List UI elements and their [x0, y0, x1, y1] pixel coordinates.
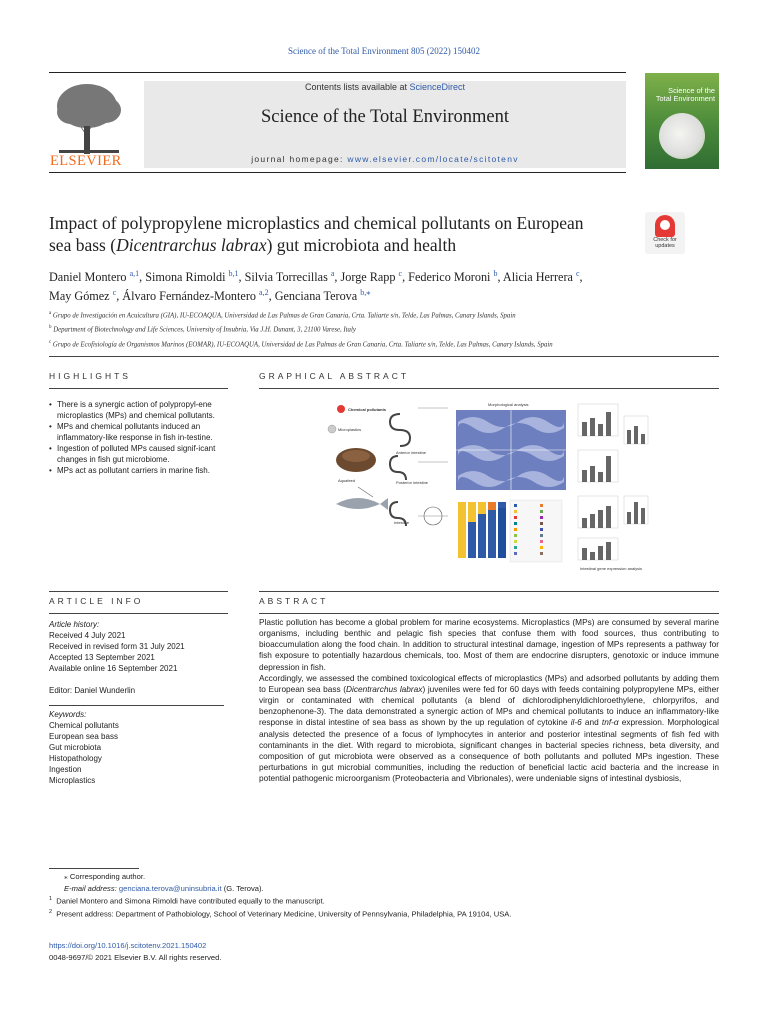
posterior-intestine-icon — [390, 456, 406, 480]
highlights-list — [49, 399, 224, 476]
history-online: Available online 16 September 2021 — [49, 664, 178, 673]
anterior-intestine-label: Anterior intestine — [396, 450, 427, 455]
copyright-line: 0048-9697/© 2021 Elsevier B.V. All rights reserved. — [49, 953, 222, 962]
affiliation-item — [49, 322, 709, 336]
gene-expression-charts — [578, 404, 648, 560]
footnote-1-marker: 1 — [49, 896, 53, 902]
keyword-item: Chemical pollutants — [49, 721, 119, 730]
history-revised: Received in revised form 31 July 2021 — [49, 642, 185, 651]
keywords-label: Keywords: — [49, 710, 87, 719]
abstract-body — [259, 617, 719, 784]
abstract-top-rule — [259, 591, 719, 592]
highlight-item: • Ingestion of polluted MPs caused signif-icant changes in fish gut microbiome. — [49, 443, 224, 465]
author-name[interactable]: Alicia Herrera — [502, 270, 576, 285]
author-name[interactable]: Daniel Montero — [49, 270, 130, 285]
abstract-text: Accordingly, we assessed the combined toxicological effects of microplastics (MPs) and adsorbed pollutants by adding them to European sea bass ( — [259, 672, 719, 694]
journal-cover[interactable] — [645, 73, 719, 169]
chemical-pollutant-icon — [337, 405, 345, 413]
abstract-paragraph-1: Plastic pollution has become a global problem for marine ecosystems. Microplastics (MPs) are consumed by several marine organisms, including benthic and pelagic fish species that confuse them with food sources, thus contributing to bioaccumulation along the food chain. In addition to structural intestinal damage, ingestion of MPs represents a pathway for fish exposure to potentially hazardous chemicals, too. Most of them are endocrine disrupters, genotoxic or induce immune depression in fish. — [259, 617, 719, 672]
crossmark-icon — [655, 215, 675, 237]
highlights-heading: HIGHLIGHTS — [49, 371, 131, 381]
elsevier-wordmark: ELSEVIER — [50, 153, 122, 169]
seabass-icon — [336, 498, 388, 510]
abstract-rule — [259, 613, 719, 614]
article-title — [49, 212, 609, 256]
history-received: Received 4 July 2021 — [49, 631, 126, 640]
email-link[interactable]: genciana.terova@uninsubria.it — [118, 883, 222, 893]
author-list: Daniel Montero $^{a,1}$, Simona Rimoldi $^{b,1}$, Silvia Torrecillas $^a$, Jorge Rapp $^c$, Federico Moroni $^b$, Alicia Herrera $^c$, May Gómez $^c$, Álvaro Fernández-Montero $^{a,2}$, Genciana Terova $^{b,⁎}$ — [49, 269, 583, 304]
footnote-2-text: Present address: Department of Pathobiology, School of Veterinary Medicine, University of Pennsylvania, Philadelphia, PA 19104, USA. — [56, 909, 512, 919]
email-line — [49, 883, 689, 895]
author-name[interactable]: Jorge Rapp — [340, 270, 399, 285]
abstract-species: Dicentrarchus labrax — [346, 683, 423, 694]
title-part2: ) gut microbiota and health — [266, 235, 457, 255]
abstract-gene-tnf: tnf-α — [601, 717, 619, 728]
keyword-item: Gut microbiota — [49, 743, 102, 752]
author-affiliation-marker: a,1 — [129, 269, 140, 278]
cover-title: Science of the Total Environment — [655, 86, 715, 103]
microplastics-icon — [328, 425, 336, 433]
abstract-heading: ABSTRACT — [259, 596, 329, 606]
affiliation-text: Grupo de Investigación en Acuicultura (GIA), IU-ECOAQUA, Universidad de Las Palmas de Gran Canaria, Crta. Taliarte s/n, Telde, Las Palmas, Canary Islands, Spain — [51, 312, 516, 320]
highlight-item: • There is a synergic action of polypropyl-ene microplastics (MPs) and chemical pollutants. — [49, 399, 224, 421]
abstract-gene-il6: il-6 — [570, 717, 582, 728]
graphical-abstract-rule — [259, 388, 719, 389]
email-suffix: (G. Terova). — [221, 883, 264, 893]
author-name[interactable]: Genciana Terova — [274, 289, 361, 304]
article-info-rule — [49, 613, 228, 614]
keyword-item: European sea bass — [49, 732, 118, 741]
cover-art — [659, 113, 705, 159]
abstract-text: expression. Morphological analysis detected the presence of a focus of lymphocytes in anterior and posterior intestinal segments of fish fed with contaminants in the diet. With regard to microbiota, significant changes in bacterial species richness, beta diversity, and composition of gut microbiota were observed as a consequence of both pollutants and polluted MPs ingestion. These perturbations in gut microbial communities, including the reduction of beneficial lactic acid bacteria and the increase in potential pathogenic microorganism (Proteobacteria and Vibrionales), were undeniable signs of intestinal dysbiosis, — [259, 717, 719, 784]
author-name[interactable]: Federico Moroni — [408, 270, 494, 285]
affiliation-marker: a — [49, 311, 52, 316]
keyword-item: Histopathology — [49, 754, 102, 763]
homepage-prefix: journal homepage: — [251, 154, 348, 164]
highlight-item: • MPs and chemical pollutants induced an inflammatory-like response in fish in-testine. — [49, 421, 224, 443]
title-part1: Impact of polypropylene microplastics and chemical pollutants on European sea bass ( — [49, 213, 584, 255]
intestine-label: Intestine — [394, 520, 410, 525]
contents-available-line — [144, 82, 626, 92]
journal-homepage — [144, 154, 626, 164]
journal-title: Science of the Total Environment — [260, 107, 510, 127]
affiliation-text: Grupo de Ecofisiología de Organismos Marinos (EOMAR), IU-ECOAQUA, Universidad de Las Palmas de Gran Canaria, Crta. Taliarte s/n, Telde, Las Palmas, Canary Islands, Spain — [51, 340, 553, 348]
author-affiliation-marker: c — [398, 269, 403, 278]
gene-expression-label: Intestinal gene expression analysis — [580, 566, 643, 571]
footnote-2 — [49, 907, 689, 920]
section-divider — [49, 356, 719, 357]
microbiota-stacked-bars — [458, 502, 506, 558]
footnote-1 — [49, 894, 689, 907]
affiliation-marker: c — [49, 339, 52, 345]
author-affiliation-marker: a,2 — [259, 288, 269, 298]
footnotes — [49, 871, 689, 920]
affiliation-item — [49, 337, 709, 351]
author-affiliation-marker: b — [493, 269, 498, 278]
author-name[interactable]: Álvaro Fernández-Montero — [122, 289, 260, 304]
affiliation-item — [49, 308, 709, 322]
author-affiliation-marker: a — [330, 269, 335, 278]
doi-link[interactable]: https://doi.org/10.1016/j.scitotenv.2021.150402 — [49, 941, 207, 950]
title-species: Dicentrarchus labrax — [116, 235, 267, 255]
highlight-item: • MPs act as pollutant carriers in marine fish. — [49, 465, 224, 476]
microplastics-label: Microplastics — [338, 427, 362, 432]
aquafeed-label: Aquafeed — [338, 478, 356, 483]
posterior-intestine-label: Posterior intestine — [396, 480, 429, 485]
crossmark-badge[interactable] — [645, 212, 685, 254]
microbiota-legend — [510, 500, 562, 562]
author-affiliation-marker: c — [112, 288, 117, 298]
abstract-text: ) juveniles were fed for 60 days with feeds containing polypropylene MPs, either virgin or contaminated with chemical pollutants (a blend of dichlorodiphenyldichloroethylene, chlorpyrifos, and benzophenone-3). The data demonstrated a synergic action of MPs and chemical pollutants to induce an inflammatory-like response in distal intestine of sea bass as shown by the up regulation of cytokine — [259, 683, 719, 728]
anterior-intestine-icon — [390, 414, 410, 446]
journal-citation[interactable]: Science of the Total Environment 805 (2022) 150402 — [288, 46, 480, 56]
graphical-abstract-heading: GRAPHICAL ABSTRACT — [259, 371, 410, 381]
affiliation-marker: b — [49, 325, 52, 331]
article-info — [49, 619, 224, 786]
footnote-rule — [49, 868, 139, 869]
crossmark-label: Check for updates — [653, 237, 677, 249]
abstract-paragraph-2 — [259, 673, 719, 785]
footnote-2-marker: 2 — [49, 909, 53, 916]
affiliations — [49, 308, 709, 351]
author-name[interactable]: Silvia Torrecillas — [244, 270, 331, 285]
keyword-item: Microplastics — [49, 776, 96, 785]
keyword-item: Ingestion — [49, 765, 82, 774]
history-accepted: Accepted 13 September 2021 — [49, 653, 155, 662]
morphological-analysis-label: Morphological analysis — [488, 402, 529, 407]
affiliation-text: Department of Biotechnology and Life Sciences, University of Insubria, Via J.H. Dunant, 3, 21100 Varese, Italy — [51, 326, 356, 334]
author-name[interactable]: Simona Rimoldi — [145, 270, 229, 285]
header-rule-bottom — [49, 172, 626, 173]
chemical-pollutants-label: Chemical pollutants — [348, 407, 387, 412]
editor-line: Editor: Daniel Wunderlin — [49, 686, 136, 695]
highlights-rule — [49, 388, 228, 389]
author-name[interactable]: May Gómez — [49, 289, 113, 304]
homepage-link[interactable]: www.elsevier.com/locate/scitotenv — [347, 154, 519, 164]
corresponding-author-note: ⁎ Corresponding author. — [64, 872, 146, 881]
email-label: E-mail address: — [64, 883, 119, 893]
article-info-heading: ARTICLE INFO — [49, 596, 144, 606]
author-affiliation-marker: b,⁎ — [360, 288, 371, 298]
abstract-text: and — [581, 717, 602, 728]
contents-prefix: Contents lists available at — [304, 82, 410, 92]
sciencedirect-link[interactable]: ScienceDirect — [409, 82, 466, 92]
history-label: Article history: — [49, 620, 100, 629]
author-affiliation-marker: c — [575, 269, 580, 278]
author-affiliation-marker: b,1 — [228, 269, 239, 278]
header-rule-top — [49, 72, 626, 73]
article-info-top-rule — [49, 591, 228, 592]
graphical-abstract-figure[interactable] — [318, 392, 658, 574]
footnote-1-text: Daniel Montero and Simona Rimoldi have contributed equally to the manuscript. — [56, 896, 325, 906]
